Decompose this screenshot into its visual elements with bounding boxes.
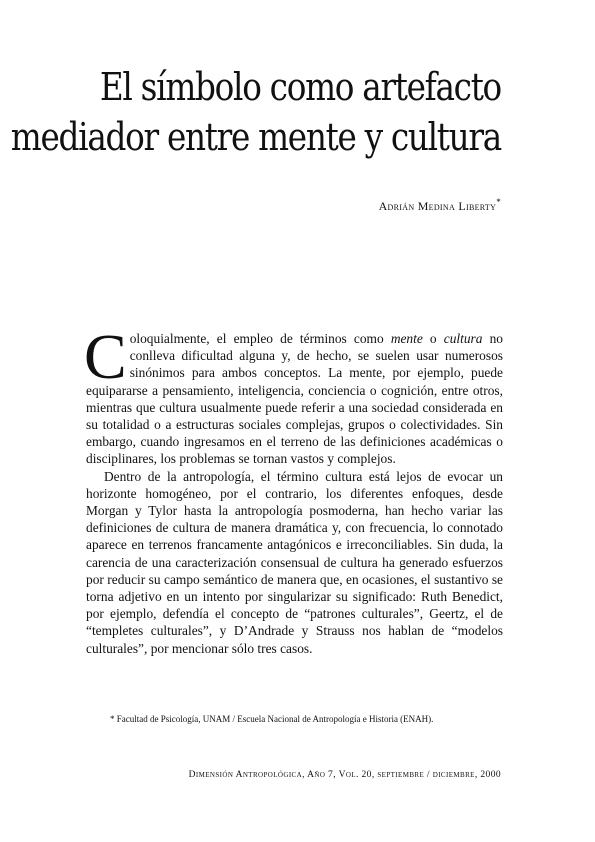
footnote: * Facultad de Psicología, UNAM / Escuela Nacional de Antropología e Historia (ENAH). [110, 714, 434, 724]
paragraph-1-text-rest: no conlleva dificultad alguna y, de hecho, se suelen usar numerosos sinónimos para ambos conceptos. La mente, por ejemplo, puede equipararse a pensamiento, inteligencia, conciencia o cognición, entre otros, mientras que cultura usualmente puede referir a una sociedad considerada en su totalidad o a estructuras sociales complejas, grupos o colectividades. Sin embargo, cuando ingresamos en el terreno de las definiciones académicas o disciplinares, los problemas se tornan vastos y complejos. [86, 331, 503, 467]
author-name: Adrián Medina Liberty [378, 199, 497, 213]
article-title-line-2: mediador entre mente y cultura [10, 115, 501, 159]
paragraph-1-text-start: oloquialmente, el empleo de términos como [129, 331, 391, 346]
drop-cap: C [84, 321, 127, 392]
term-mente: mente [390, 331, 423, 346]
article-body [84, 321, 503, 657]
author-footnote-marker: * [496, 197, 501, 207]
article-title [11, 62, 501, 162]
paragraph-1-text-conjunction: o [422, 331, 444, 346]
paragraph-1 [84, 321, 503, 468]
journal-footer: Dimensión Antropológica, Año 7, Vol. 20, septiembre / diciembre, 2000 [188, 770, 501, 780]
author-byline [379, 197, 501, 214]
article-title-line-1: El símbolo como artefacto [99, 65, 501, 109]
paragraph-2: Dentro de la antropología, el término cultura está lejos de evocar un horizonte homogéneo, por el contrario, los diferentes enfoques, desde Morgan y Tylor hasta la antropología posmoderna, han hecho variar las definiciones de cultura de manera dramática y, con frecuencia, lo connotado aparece en terrenos francamente antagónicos e irreconciliables. Sin duda, la carencia de una caracterización consensual de cultura ha generado esfuerzos por reducir su campo semántico de manera que, en ocasiones, el sustantivo se torna adjetivo en un intento por singularizar su significado: Ruth Benedict, por ejemplo, defendía el concepto de “patrones culturales”, Geertz, el de “templetes culturales”, y D’Andrade y Strauss nos hablan de “modelos culturales”, por mencionar sólo tres casos. [86, 468, 503, 656]
term-cultura: cultura [443, 331, 483, 346]
